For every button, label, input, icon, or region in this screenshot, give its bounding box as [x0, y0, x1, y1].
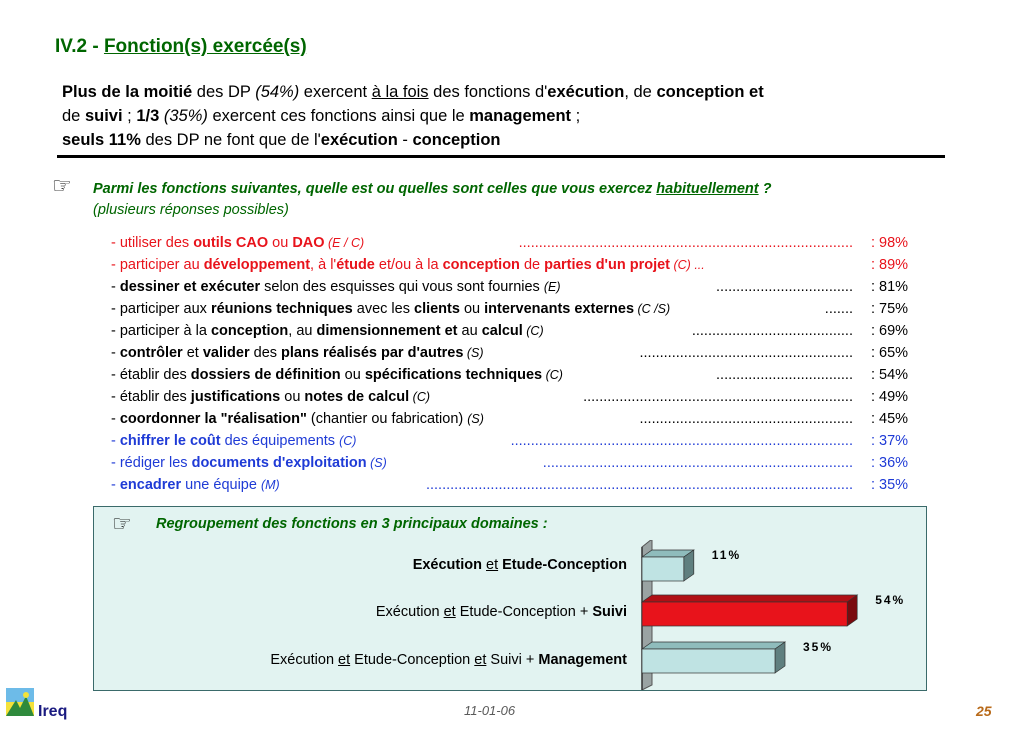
- function-label-part: outils CAO: [193, 235, 269, 251]
- category-label-part: Etude-Conception: [498, 557, 627, 573]
- function-percent: : 37%: [871, 433, 909, 449]
- bar-value-label: 35%: [803, 640, 834, 654]
- function-label-part: dessiner et exécuter: [119, 279, 261, 295]
- ireq-logo-icon: [6, 688, 34, 716]
- function-label-part: (E / C): [324, 236, 365, 250]
- function-label-part: et: [182, 345, 203, 361]
- summary-frag: Plus de la moitié: [62, 83, 193, 101]
- function-list: [111, 232, 923, 496]
- leader-dots: ..................................: [716, 367, 853, 383]
- function-percent: : 75%: [871, 301, 909, 317]
- category-label-part: Exécution: [412, 557, 487, 573]
- function-label-part: (S): [463, 346, 484, 360]
- function-label-part: -: [111, 345, 120, 361]
- function-percent: : 35%: [871, 477, 909, 493]
- leader-dots: .....................................................: [639, 345, 853, 361]
- function-label-part: ou: [268, 235, 293, 251]
- function-label-part: -: [111, 477, 120, 493]
- function-row: [111, 364, 923, 386]
- function-percent: : 81%: [871, 279, 909, 295]
- leader-dots: .....................................................: [639, 411, 853, 427]
- category-label-part: Etude-Conception: [350, 652, 475, 668]
- function-label-part: - utiliser des: [111, 235, 194, 251]
- function-label-part: coordonner la "réalisation": [119, 411, 307, 427]
- bar: [642, 557, 684, 581]
- function-row: [111, 342, 923, 364]
- summary-frag: , de: [624, 83, 657, 101]
- divider: [57, 155, 945, 158]
- summary-frag: de: [62, 107, 85, 125]
- function-label-part: plans réalisés par d'autres: [281, 345, 464, 361]
- leader-dots: ..................................: [716, 279, 853, 295]
- bar-value-label: 54%: [875, 593, 906, 607]
- function-label-part: valider: [202, 345, 250, 361]
- function-label-part: - participer aux: [111, 301, 211, 317]
- category-label-part: et: [443, 604, 456, 620]
- regroup-title: Regroupement des fonctions en 3 principaux domaines :: [156, 516, 548, 532]
- function-label-part: conception: [442, 257, 520, 273]
- pointing-hand-icon: ☞: [112, 512, 132, 537]
- function-label-part: (C): [542, 368, 563, 382]
- leader-dots: .............................................................................: [542, 455, 853, 471]
- leader-dots: .....................................................................................: [510, 433, 853, 449]
- category-label-part: Exécution: [375, 604, 444, 620]
- function-label-part: (C): [522, 324, 544, 338]
- function-label-part: (C): [339, 434, 357, 448]
- function-row: [111, 276, 923, 298]
- function-label-part: , à l': [310, 257, 337, 273]
- function-label-part: (S): [467, 412, 484, 426]
- summary-text: [62, 80, 952, 152]
- summary-frag: ;: [122, 107, 137, 125]
- summary-frag: -: [397, 131, 413, 149]
- function-label-part: clients: [414, 301, 460, 317]
- summary-frag: exercent ces fonctions ainsi que le: [207, 107, 470, 125]
- function-label-part: intervenants externes: [484, 301, 635, 317]
- function-label-part: parties d'un projet: [544, 257, 671, 273]
- function-label-part: des équipements: [220, 433, 340, 449]
- summary-frag: à la fois: [371, 83, 429, 101]
- function-label: [111, 298, 670, 320]
- function-row: [111, 298, 923, 320]
- page-number: 25: [976, 703, 992, 719]
- function-label-part: selon des esquisses qui vous sont fournies: [260, 279, 544, 295]
- function-label: [111, 386, 430, 408]
- leader-dots: ........................................: [691, 323, 853, 339]
- logo-name: Ireq: [38, 703, 68, 720]
- title-main: Fonction(s) exercée(s): [103, 36, 307, 57]
- function-label-part: contrôler: [119, 345, 183, 361]
- category-label-part: et: [486, 557, 499, 573]
- function-label: [111, 320, 544, 342]
- category-label-part: Suivi: [592, 604, 627, 620]
- function-label-part: (E): [543, 280, 561, 294]
- bar-value-label: 11%: [711, 548, 742, 562]
- function-label: [111, 452, 387, 474]
- function-row: [111, 408, 923, 430]
- question-main: Parmi les fonctions suivantes, quelle est ou quelles sont celles que vous exercez: [93, 181, 657, 197]
- function-label-part: de: [519, 257, 545, 273]
- function-label: [111, 408, 484, 430]
- function-label-part: (M): [260, 478, 280, 492]
- function-label-part: des: [249, 345, 282, 361]
- function-row: [111, 430, 923, 452]
- function-label-part: -: [111, 279, 120, 295]
- summary-line-1: [62, 80, 952, 104]
- function-label-part: DAO: [292, 235, 325, 251]
- function-label-part: développement: [203, 257, 311, 273]
- function-label-part: une équipe: [181, 477, 261, 493]
- function-label-part: avec les: [352, 301, 414, 317]
- summary-frag: des DP ne font que de l': [140, 131, 321, 149]
- category-label-part: Management: [538, 652, 627, 668]
- function-label-part: -: [111, 433, 120, 449]
- bar: [642, 602, 847, 626]
- category-label-part: Etude-Conception +: [455, 604, 593, 620]
- function-percent: : 98%: [871, 235, 909, 251]
- summary-frag: ;: [571, 107, 581, 125]
- function-label-part: et/ou à la: [374, 257, 443, 273]
- function-label-part: -: [111, 411, 120, 427]
- function-label: [111, 342, 484, 364]
- function-row: [111, 254, 923, 276]
- summary-frag: exercent: [299, 83, 372, 101]
- footer-date: 11-01-06: [464, 703, 516, 718]
- function-label-part: - établir des: [111, 367, 191, 383]
- function-label-part: calcul: [481, 323, 523, 339]
- summary-frag: conception et: [656, 83, 764, 101]
- function-row: [111, 232, 923, 254]
- function-label-part: chiffrer le coût: [119, 433, 221, 449]
- function-label-part: spécifications techniques: [364, 367, 543, 383]
- function-label-part: , au: [288, 323, 317, 339]
- summary-frag: des DP: [192, 83, 256, 101]
- function-label: [111, 232, 364, 254]
- category-label: [413, 557, 627, 573]
- function-label: [111, 364, 563, 386]
- summary-line-3: [62, 128, 952, 152]
- bar-top: [642, 642, 785, 649]
- category-label-part: Exécution: [270, 652, 339, 668]
- function-label-part: ou: [459, 301, 485, 317]
- function-row: [111, 452, 923, 474]
- question-text: [93, 179, 772, 221]
- function-percent: : 49%: [871, 389, 909, 405]
- summary-frag: management: [469, 107, 572, 125]
- summary-frag: exécution: [547, 83, 625, 101]
- function-label: [111, 276, 561, 298]
- function-label-part: (S): [366, 456, 387, 470]
- function-label-part: au: [457, 323, 482, 339]
- function-label-part: réunions techniques: [210, 301, 353, 317]
- bar: [642, 649, 775, 673]
- function-label-part: notes de calcul: [304, 389, 410, 405]
- category-label-part: et: [474, 652, 487, 668]
- function-percent: : 65%: [871, 345, 909, 361]
- function-label-part: dimensionnement et: [316, 323, 458, 339]
- bar-top: [642, 595, 857, 602]
- function-label-part: ou: [280, 389, 305, 405]
- function-label: [111, 430, 356, 452]
- function-label-part: - rédiger les: [111, 455, 192, 471]
- summary-frag: exécution: [320, 131, 398, 149]
- title-prefix: IV.2 -: [55, 36, 104, 57]
- category-label: [376, 604, 627, 620]
- function-label-part: - participer à la: [111, 323, 211, 339]
- summary-frag: seuls 11%: [62, 131, 141, 149]
- function-label-part: (chantier ou fabrication): [306, 411, 468, 427]
- bar-chart: [630, 540, 920, 690]
- function-label-part: - participer au: [111, 257, 204, 273]
- function-label-part: justifications: [190, 389, 281, 405]
- function-label-part: dossiers de définition: [190, 367, 341, 383]
- question-subtitle: (plusieurs réponses possibles): [93, 202, 289, 218]
- leader-dots: ..........................................................................................................: [425, 477, 853, 493]
- function-percent: : 54%: [871, 367, 909, 383]
- category-label: [270, 652, 627, 668]
- question-end: ?: [758, 181, 772, 197]
- function-label-part: (C): [409, 390, 431, 404]
- leader-dots: ...................................................................: [583, 389, 853, 405]
- function-label: [111, 254, 705, 276]
- function-label-part: (C /S): [634, 302, 671, 316]
- function-label-part: documents d'exploitation: [191, 455, 367, 471]
- function-label: [111, 474, 280, 496]
- function-percent: : 36%: [871, 455, 909, 471]
- function-label-part: étude: [336, 257, 375, 273]
- page-title: [55, 36, 307, 58]
- summary-frag: conception: [412, 131, 501, 149]
- function-percent: : 89%: [871, 257, 909, 273]
- function-label-part: ou: [340, 367, 365, 383]
- summary-frag: (54%): [255, 83, 300, 101]
- function-row: [111, 386, 923, 408]
- function-label-part: (C) ...: [670, 258, 705, 272]
- summary-frag: suivi: [84, 107, 123, 125]
- summary-line-2: [62, 104, 952, 128]
- function-percent: : 69%: [871, 323, 909, 339]
- function-label-part: - établir des: [111, 389, 191, 405]
- question-emphasis: habituellement: [656, 181, 759, 197]
- function-label-part: encadrer: [119, 477, 182, 493]
- summary-frag: 1/3: [136, 107, 160, 125]
- summary-frag: des fonctions d': [428, 83, 548, 101]
- pointing-hand-icon: ☞: [52, 174, 72, 199]
- function-row: [111, 474, 923, 496]
- function-row: [111, 320, 923, 342]
- leader-dots: ...................................................................................: [518, 235, 853, 251]
- category-label-part: Suivi +: [486, 652, 539, 668]
- leader-dots: .......: [824, 301, 853, 317]
- summary-frag: (35%): [163, 107, 208, 125]
- category-label-part: et: [338, 652, 351, 668]
- function-percent: : 45%: [871, 411, 909, 427]
- function-label-part: conception: [210, 323, 289, 339]
